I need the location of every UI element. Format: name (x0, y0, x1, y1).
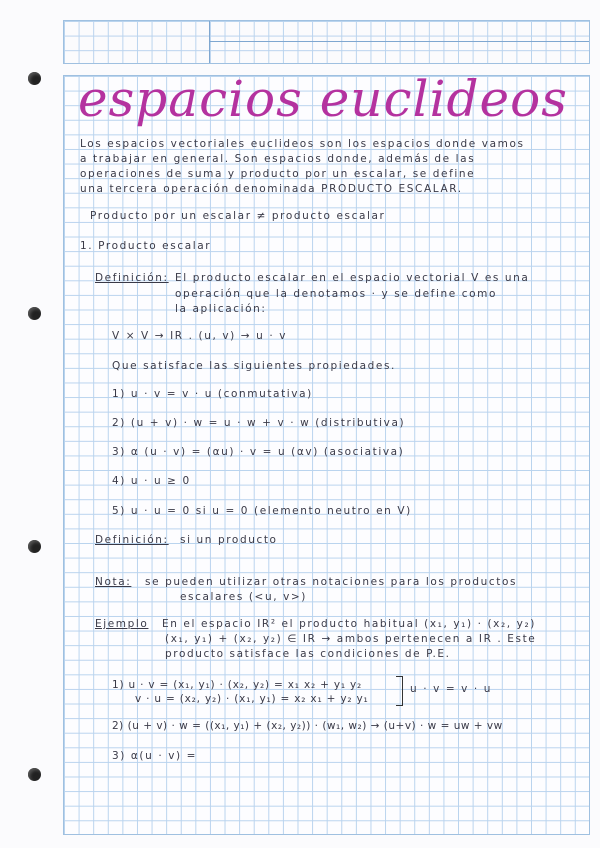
example-step: v · u = (x₂, y₂) · (x₁, y₁) = x₂ x₁ + y₂ y₁ (135, 693, 369, 705)
property: 5) u · u = 0 si u = 0 (elemento neutro en V) (112, 505, 412, 517)
nota-line: se pueden utilizar otras notaciones para los productos (145, 576, 518, 588)
intro-line: una tercera operación denominada PRODUCTO ESCALAR. (80, 183, 463, 195)
nota-label: Nota: (95, 576, 132, 588)
property: 1) u · v = v · u (conmutativa) (112, 388, 313, 400)
definition-label: Definición: (95, 272, 169, 284)
definition-line: la aplicación: (175, 303, 267, 315)
punch-hole-icon (28, 768, 41, 781)
definition-line: El producto escalar en el espacio vectorial V es una (175, 272, 530, 284)
page-title: espacios euclideos (78, 70, 568, 128)
example-step: 1) u · v = (x₁, y₁) · (x₂, y₂) = x₁ x₂ + y₁ y₂ (112, 679, 363, 691)
intro-line: operaciones de suma y producto por un escalar, se define (80, 168, 476, 180)
properties-intro: Que satisface las siguientes propiedades. (112, 360, 396, 372)
punch-hole-icon (28, 540, 41, 553)
example-step: 3) α(u · v) = (112, 750, 198, 762)
punch-hole-icon (28, 307, 41, 320)
ejemplo-line: En el espacio IR² el producto habitual (x₁, y₁) · (x₂, y₂) (162, 618, 536, 630)
punch-hole-icon (28, 72, 41, 85)
section-heading: 1. Producto escalar (80, 240, 212, 252)
example-conclusion: u · v = v · u (410, 683, 493, 695)
note-inequality: Producto por un escalar ≠ producto escalar (90, 210, 386, 222)
property: 4) u · u ≥ 0 (112, 475, 191, 487)
definition2-label: Definición: (95, 534, 169, 546)
property: 2) (u + v) · w = u · w + v · w (distributiva) (112, 417, 406, 429)
definition2-text: si un producto (180, 534, 278, 546)
brace (396, 676, 403, 706)
ejemplo-line: (x₁, y₁) + (x₂, y₂) ∈ IR → ambos pertenecen a IR . Este (165, 633, 537, 645)
definition-line: operación que la denotamos · y se define como (175, 288, 497, 300)
ejemplo-line: producto satisface las condiciones de P.E. (165, 648, 451, 660)
intro-line: a trabajar en general. Son espacios donde, además de las (80, 153, 476, 165)
header-box (63, 20, 590, 64)
header-divider (209, 21, 210, 63)
property: 3) α (u · v) = (αu) · v = u (αv) (asociativa) (112, 446, 405, 458)
ejemplo-label: Ejemplo (95, 618, 149, 630)
mapping: V × V → IR . (u, v) → u · v (112, 330, 288, 342)
nota-line: escalares (<u, v>) (180, 591, 307, 603)
intro-line: Los espacios vectoriales euclideos son los espacios donde vamos (80, 138, 525, 150)
header-line (209, 41, 589, 42)
example-step: 2) (u + v) · w = ((x₁, y₁) + (x₂, y₂)) · (w₁, w₂) → (u+v) · w = uw + vw (112, 720, 503, 732)
